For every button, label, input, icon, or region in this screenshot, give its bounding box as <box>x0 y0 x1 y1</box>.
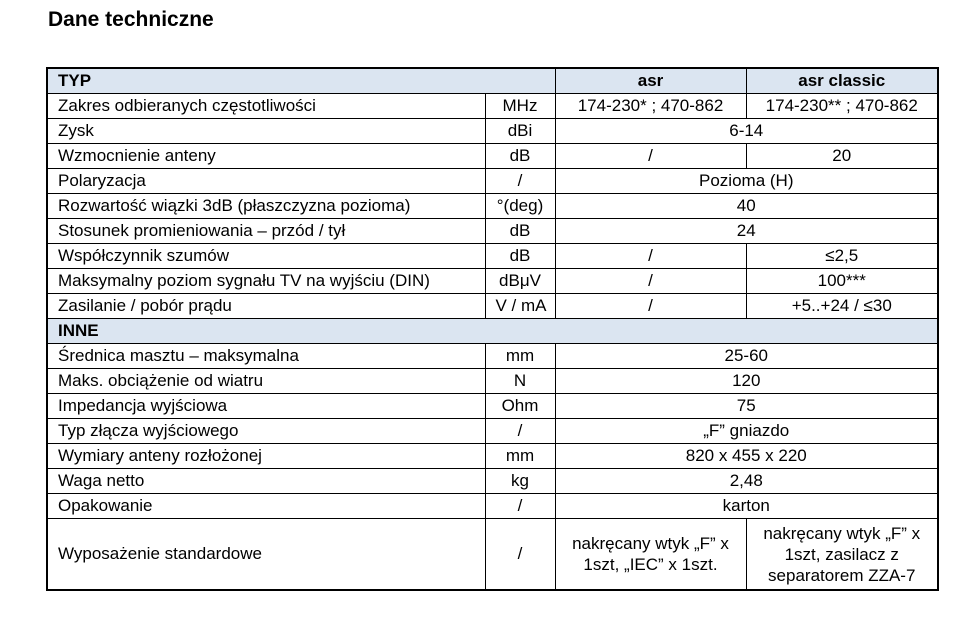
row-unit: N <box>485 369 555 394</box>
equipment-asr-line: 1szt, „IEC” x 1szt. <box>583 555 718 574</box>
header-asr-classic: asr classic <box>746 68 938 94</box>
table-row-equipment <box>47 519 938 591</box>
table-row <box>47 444 938 469</box>
equipment-classic-line: 1szt, zasilacz z <box>784 544 899 564</box>
row-unit: °(deg) <box>485 194 555 219</box>
table-row <box>47 494 938 519</box>
header-row <box>47 68 938 94</box>
table-row <box>47 294 938 319</box>
row-value-classic: ≤2,5 <box>746 244 938 269</box>
row-label: Polaryzacja <box>47 169 485 194</box>
row-unit: dBμV <box>485 269 555 294</box>
spec-table <box>46 67 939 591</box>
row-unit: mm <box>485 344 555 369</box>
row-value-both: „F” gniazdo <box>555 419 938 444</box>
row-value-classic: 174-230** ; 470-862 <box>746 94 938 119</box>
row-label: Opakowanie <box>47 494 485 519</box>
row-label: Wyposażenie standardowe <box>47 519 485 591</box>
header-asr: asr <box>555 68 746 94</box>
row-value-classic <box>746 519 938 591</box>
row-unit: kg <box>485 469 555 494</box>
row-label: Maksymalny poziom sygnału TV na wyjściu (DIN) <box>47 269 485 294</box>
row-value-asr: / <box>555 144 746 169</box>
row-value-asr: / <box>555 269 746 294</box>
row-value-both: 2,48 <box>555 469 938 494</box>
table-row <box>47 119 938 144</box>
row-unit: / <box>485 419 555 444</box>
row-label: Współczynnik szumów <box>47 244 485 269</box>
table-row <box>47 144 938 169</box>
row-label: Zasilanie / pobór prądu <box>47 294 485 319</box>
row-label: Wymiary anteny rozłożonej <box>47 444 485 469</box>
row-value-classic: 100*** <box>746 269 938 294</box>
section-row-inne <box>47 319 938 344</box>
section-inne-heading: INNE <box>47 319 938 344</box>
table-row <box>47 219 938 244</box>
row-value-both: 24 <box>555 219 938 244</box>
row-unit: dBi <box>485 119 555 144</box>
row-value-asr: / <box>555 244 746 269</box>
row-label: Impedancja wyjściowa <box>47 394 485 419</box>
row-unit: mm <box>485 444 555 469</box>
table-row <box>47 244 938 269</box>
row-label: Stosunek promieniowania – przód / tył <box>47 219 485 244</box>
equipment-classic-line: nakręcany wtyk „F” x <box>763 523 921 543</box>
table-row <box>47 419 938 444</box>
row-unit: / <box>485 494 555 519</box>
row-label: Wzmocnienie anteny <box>47 144 485 169</box>
equipment-asr-line: nakręcany wtyk „F” x <box>572 534 729 553</box>
row-label: Waga netto <box>47 469 485 494</box>
row-unit: dB <box>485 144 555 169</box>
row-value-both: 120 <box>555 369 938 394</box>
row-value-both: 6-14 <box>555 119 938 144</box>
header-typ: TYP <box>47 68 555 94</box>
row-value-both: Pozioma (H) <box>555 169 938 194</box>
row-unit: V / mA <box>485 294 555 319</box>
row-unit: / <box>485 519 555 591</box>
row-value-asr: / <box>555 294 746 319</box>
row-value-both: karton <box>555 494 938 519</box>
row-label: Zakres odbieranych częstotliwości <box>47 94 485 119</box>
row-value-both: 40 <box>555 194 938 219</box>
row-label: Rozwartość wiązki 3dB (płaszczyzna pozioma) <box>47 194 485 219</box>
table-row <box>47 469 938 494</box>
row-unit: / <box>485 169 555 194</box>
row-label: Maks. obciążenie od wiatru <box>47 369 485 394</box>
row-value-asr: 174-230* ; 470-862 <box>555 94 746 119</box>
row-label: Średnica masztu – maksymalna <box>47 344 485 369</box>
table-row <box>47 194 938 219</box>
table-row <box>47 269 938 294</box>
row-unit: Ohm <box>485 394 555 419</box>
row-label: Zysk <box>47 119 485 144</box>
table-row <box>47 94 938 119</box>
equipment-classic-line: separatorem ZZA-7 <box>768 565 916 585</box>
row-unit: dB <box>485 244 555 269</box>
row-value-both: 25-60 <box>555 344 938 369</box>
row-label: Typ złącza wyjściowego <box>47 419 485 444</box>
table-row <box>47 394 938 419</box>
row-value-classic: +5..+24 / ≤30 <box>746 294 938 319</box>
row-value-both: 820 x 455 x 220 <box>555 444 938 469</box>
row-value-classic: 20 <box>746 144 938 169</box>
row-value-asr <box>555 519 746 591</box>
table-row <box>47 169 938 194</box>
row-unit: dB <box>485 219 555 244</box>
table-row <box>47 344 938 369</box>
table-row <box>47 369 938 394</box>
row-unit: MHz <box>485 94 555 119</box>
row-value-both: 75 <box>555 394 938 419</box>
page-title: Dane techniczne <box>48 8 214 31</box>
